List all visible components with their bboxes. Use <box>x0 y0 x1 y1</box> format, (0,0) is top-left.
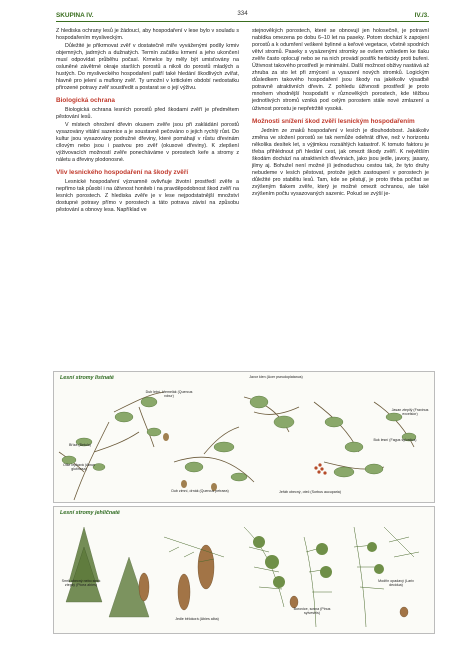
page-header <box>56 11 429 25</box>
label-maple: Javor klen (Acer pseudoplatanus) <box>249 375 303 379</box>
label-larch: Modřín opadavý (Larix decidua) <box>378 579 414 588</box>
section-heading: Vliv lesnického hospodaření na škody zvěří <box>56 168 189 176</box>
paragraph: Biologická ochrana lesních porostů před škodami zvěří je předmětem pěstování lesů. <box>56 106 239 120</box>
label-birch: Bříza (Betula) <box>69 443 91 447</box>
label-ash: Jasan ztepilý (Fraxinus excelsior) <box>391 408 429 417</box>
label-beech: Buk lesní (Fagus sylvatica) <box>373 438 417 442</box>
paragraph: Jedním ze znaků hospodaření v lesích je dlouhodobost. Jakákoliv změna ve složení porostů se tak nemůže odehrát dříve, než v horizontu několika desítek let, s výjimkou rozsáhlých katastrof. K tomuto faktoru je třeba přihlédnout při hledání cest, jak omezit škody zvěří. K největším škodám dochází na atraktivních dřevinách, jako jsou jedle, javory, jasany, jilmy aj. Bohužel není možné jíi jednoduchou cestou tak, že tyto druhy nebudeme v lesích pěstovat, protože jejich zastoupení v porostech je důležité pro stabilitu lesů. Tam, kde se pěstují, je proto třeba počítat se zvýšeným tlakem zvěře, který je možné omezit ochranou, ale také zvýšením počtu vysazovaných sazenic. Pokud se zvýší je- <box>252 127 429 197</box>
header-divider <box>56 21 429 22</box>
paragraph: Lesnické hospodaření významně ovlivňuje životní prostředí zvěře a nepřímo tak působí i na úživnost honiteb i na pravděpodobnost škod zvěří na lesních porostech. Z hlediska zvěře je v lese nejpodstatnější množství dostupné potravy přímo v porostech a táto potrava závisí na způsobu pěstování a obnovy lesa. Například ve <box>56 178 239 213</box>
illustration-title: Lesní stromy listnaté <box>60 375 114 381</box>
broadleaf-trees-illustration <box>53 371 435 503</box>
paragraph: Z hlediska ochrany lesů je žádoucí, aby hospodaření v lese bylo v souladu s hospodařením mysliveckým. <box>56 28 239 42</box>
section-code: IV./3. <box>414 12 429 19</box>
label-spruce: Smrk obecný nebo smrk ztepilý (Picea abies) <box>61 579 101 588</box>
page-number: 334 <box>237 10 248 17</box>
broadleaf-drawing <box>54 372 434 502</box>
section-label: SKUPINA IV. <box>56 12 94 19</box>
conifer-drawing <box>54 507 434 633</box>
conifer-trees-illustration <box>53 506 435 634</box>
label-rowan: Jeřáb obecný, oteč (Sorbus aucuparia) <box>279 490 341 494</box>
label-oak-robur: Dub letní, křemelák (Quercus robur) <box>145 390 193 399</box>
label-oak-petraea: Dub zimní, drnák (Quercus petraea) <box>171 489 229 493</box>
label-fir: Jedle bělokorá (Abies alba) <box>175 617 219 621</box>
paragraph: stejnověkých porostech, které se obnovují jen holosečně, je potravní nabídka omezena po dobu 6–10 let na paseky. Potom dochází k zapojení porostů a k odumření veškeré bylinné a keřové vegetace, včetně spodních větví stromů. Paseky s vysázenými stromky se ovšem vzhledem ke tlaku zvěře často oplocují nebo se na nich provádí postřik herbicidy proti buřeni. Úživnost takového prostředí je minimální. Další možnost obživy nastává až zhruba za sto let při zmýcení a vysazení nových stromků. Logickým důsledkem takového hospodaření jsou škody na jakékoliv výsadbě potravně atraktivních dřevin. Z pohledu úživnosti prostředí je proto mnohem vhodnější hospodařit v různověkých porostech, kde těžbou jednotlivých stromů vzniká pod celým porostem stále nové zmlazení a úživnost porostu je nepřetržitě vysoká. <box>252 28 430 112</box>
left-column <box>56 28 239 215</box>
label-alder: Olše lepkavá (Alnus glutinosa) <box>63 463 95 472</box>
paragraph: Důležité je přikrmovat zvěř v dostatečně míře vyváženými podíly krmiv objemných, jadrných a dužnatých. Termín začátku krmení a jeho ukončení musí odpovídat průběhu počasí. Krmelce by měly být umisťovány na osluněné závětrné okraje starších porostů a nikoli do porostů mladých a hustých. Do mysliveckého hospodaření patří také hledání škodlivých zvířat, hlavně pro jelení a muflony zvěř. Ty umožní v kritickém období nedostatku přirozené potravy zvěř soustředit a postarat se o její výživu. <box>56 42 239 91</box>
right-column <box>252 28 429 199</box>
section-heading: Možnosti snížení škod zvěří lesnickým hospodařením <box>252 117 415 125</box>
label-pine: Borovice, sosna (Pinus sylvestris) <box>293 607 331 616</box>
illustration-title: Lesní stromy jehličnaté <box>60 510 120 516</box>
paragraph: V místech ohrožení dřevin okusem zvěře jsou při zakládání porostů vysazovány vitální sazenice a je soustavně pečováno o jejich rychlý růst. Do kultur jsou vysazovány podružné dřeviny, které pomáhají v růstu dřevinám cílovým nebo jsou i pastvou pro zvěř (okusové dřeviny). K zlepšení výživovacích možností zvěře ponecháváme v porostech keře a stromy z náletu a dřeviny plodonosné. <box>56 121 239 163</box>
section-heading: Biologická ochrana <box>56 96 115 104</box>
